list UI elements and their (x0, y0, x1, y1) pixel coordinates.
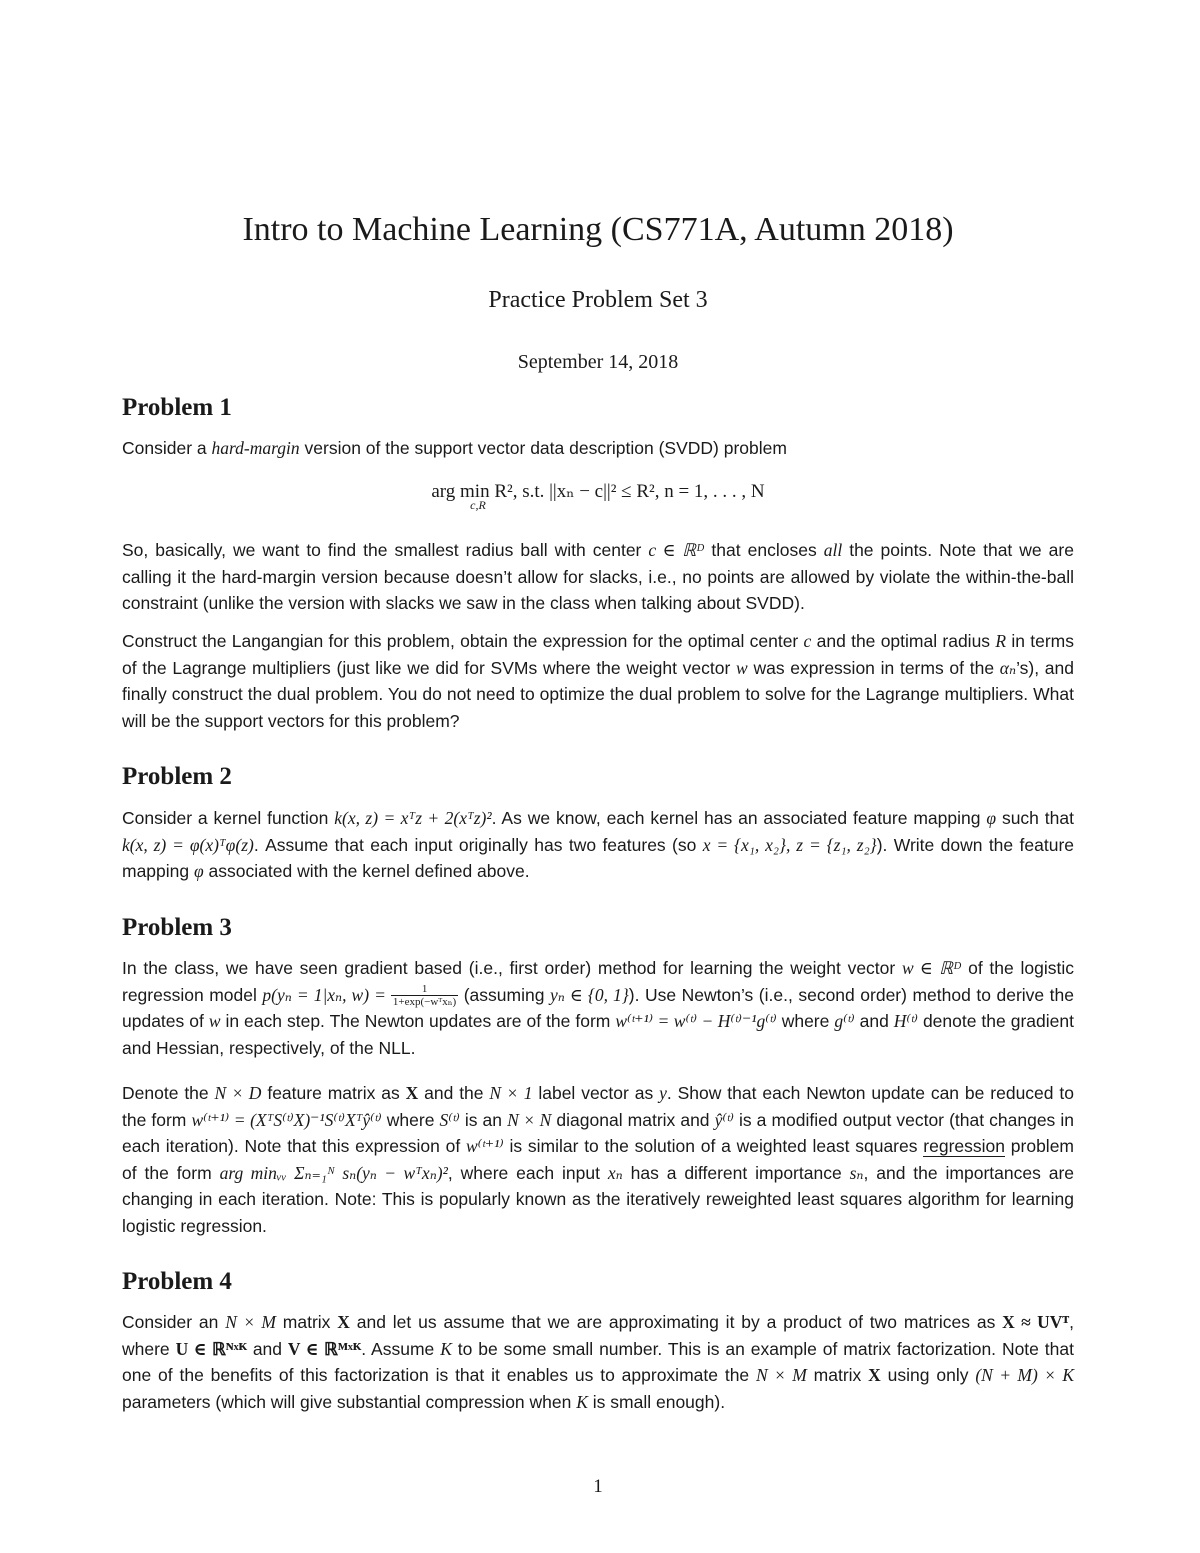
problem-4-heading: Problem 4 (122, 1268, 232, 1295)
problem-3-paragraph-2: Denote the N × D feature matrix as X and the N × 1 label vector as y. Show that each Newton update can be reduced to the form w⁽ᵗ⁺¹⁾ = (XᵀS⁽ᵗ⁾X)⁻¹S⁽ᵗ⁾Xᵀŷ⁽ᵗ⁾ where S⁽ᵗ⁾ is an N × N diagonal matrix and ŷ⁽ᵗ⁾ is a modified output vector (that changes in each iteration). Note that this expression of w⁽ᵗ⁺¹⁾ is similar to the solution of a weighted least squares regression problem of the form arg minᵥᵥ Σₙ₌₁ᴺ sₙ(yₙ − wᵀxₙ)², where each input xₙ has a different importance sₙ, and the importances are changing in each iteration. Note: This is popularly known as the iteratively reweighted least squares algorithm for learning logistic regression. (122, 1083, 1075, 1236)
problem-1-paragraph-2: So, basically, we want to find the smallest radius ball with center c ∈ ℝᴰ that encloses all the points. Note that we are calling it the hard-margin version because doesn’t allow for slacks, i.e., no points are allowed by violate the within-the-ball constraint (unlike the version with slacks we saw in the class when talking about SVDD). (122, 540, 1074, 613)
problem-3-heading: Problem 3 (122, 914, 232, 941)
document-title: Intro to Machine Learning (CS771A, Autumn 2018) (242, 211, 954, 248)
problem-4-paragraph: Consider an N × M matrix X and let us assume that we are approximating it by a product of two matrices as X ≈ UVᵀ, where U ∈ ℝᴺˣᴷ and V ∈ ℝᴹˣᴷ. Assume K to be some small number. This is an example of matrix factorization. Note that one of the benefits of this factorization is that it enables us to approximate the N × M matrix X using only (N + M) × K parameters (which will give substantial compression when K is small enough). (122, 1312, 1074, 1412)
problem-1-intro: Consider a hard-margin version of the support vector data description (SVDD) problem (122, 438, 787, 458)
problem-1-paragraph-3: Construct the Langangian for this problem, obtain the expression for the optimal center c and the optimal radius R in terms of the Lagrange multipliers (just like we did for SVMs where the weight vector w was expression in terms of the αₙ’s), and finally construct the dual problem. You do not need to optimize the dual problem to solve for the Lagrange multipliers. What will be the support vectors for this problem? (122, 631, 1075, 731)
problem-3-paragraph-1: In the class, we have seen gradient based (i.e., first order) method for learning the weight vector w ∈ ℝᴰ of the logistic regression model p(yₙ = 1|xₙ, w) = $\frac{1}{\text{1+exp(−wᵀxₙ)}}$ (assuming yₙ ∈ {0, 1}). Use Newton’s (i.e., second order) method to derive the updates of w in each step. The Newton updates are of the form w⁽ᵗ⁺¹⁾ = w⁽ᵗ⁾ − H⁽ᵗ⁾⁻¹g⁽ᵗ⁾ where g⁽ᵗ⁾ and H⁽ᵗ⁾ denote the gradient and Hessian, respectively, of the NLL. (122, 958, 1074, 1058)
problem-1-equation: arg min R², s.t. ||xₙ − c||² ≤ R², n = 1, . . . , N (431, 481, 765, 502)
document-subtitle: Practice Problem Set 3 (488, 287, 708, 313)
problem-2-heading: Problem 2 (122, 763, 232, 790)
problem-1-equation-subscript: c,R (470, 498, 486, 512)
page-number: 1 (593, 1476, 603, 1497)
regression-link[interactable]: regression (923, 1136, 1005, 1156)
document-date: September 14, 2018 (517, 351, 679, 373)
problem-2-paragraph: Consider a kernel function k(x, z) = xᵀz + 2(xᵀz)². As we know, each kernel has an associated feature mapping φ such that k(x, z) = φ(x)ᵀφ(z). Assume that each input originally has two features (so x = {x₁, x₂}, z = {z₁, z₂}). Write down the feature mapping φ associated with the kernel defined above. (122, 808, 1074, 881)
problem-1-heading: Problem 1 (122, 394, 232, 421)
probability-fraction: $\frac{1}{\text{1+exp(−wᵀxₙ)}}$ (392, 983, 457, 1009)
